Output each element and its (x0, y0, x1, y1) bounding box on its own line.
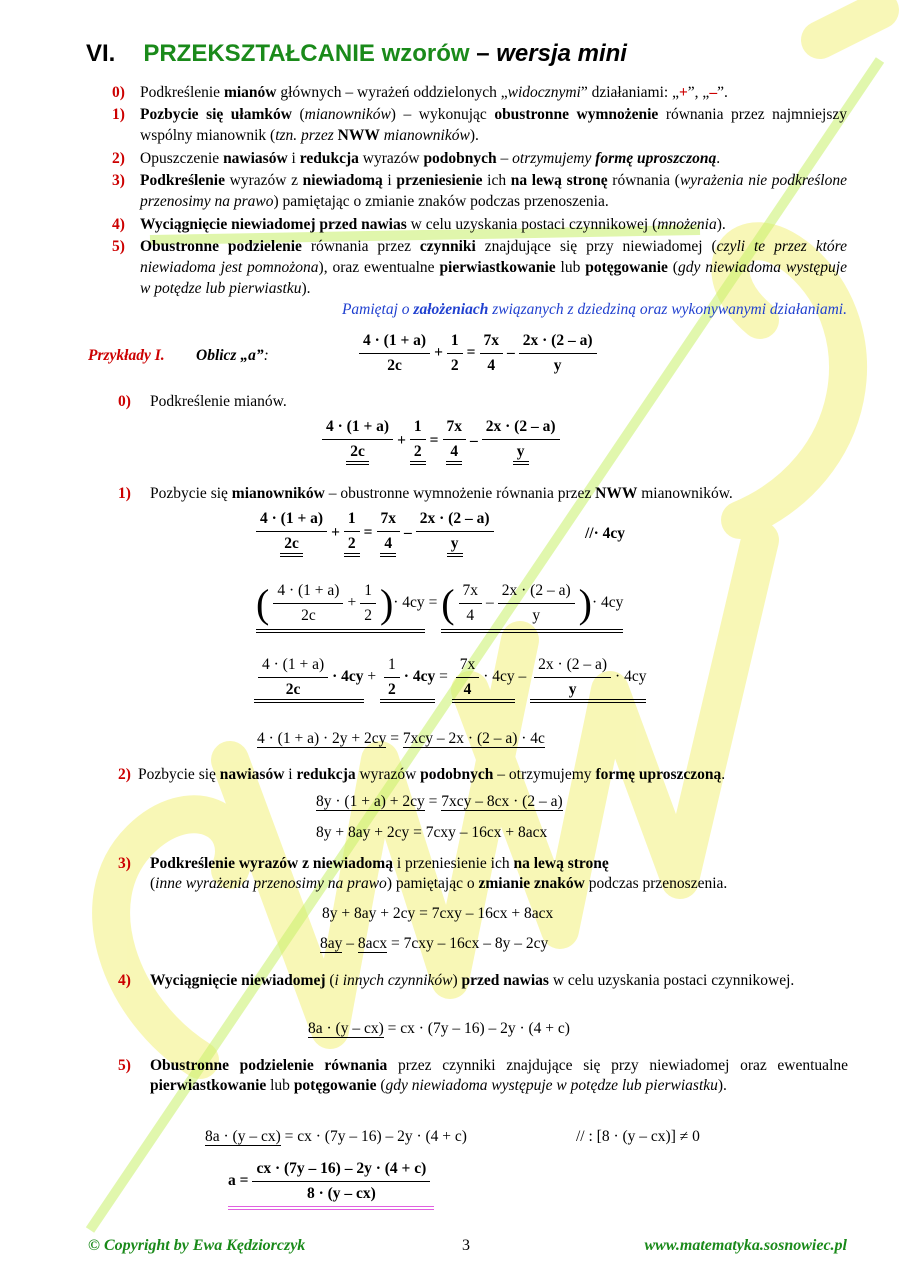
step-1-distributed: $\frac{4 \cdot (1 + a)}{2c}$ · 4cy + $\frac{1}{2}$ · 4cy = $\frac{7x}{4}$ · 4cy – $\frac{2x \cdot (2 - a)}{y}$ · 4cy (254, 656, 646, 703)
rule-5: 5) Obustronne podzielenie równania przez czynniki znajdujące się przy niewiadomej (czyli te przez które niewiadoma jest pomnożona), oraz ewentualne pierwiastkowanie lub potęgowanie (gdy niewiadoma występuje w potędze lub pierwiastku). (112, 238, 847, 297)
step-1-expression: $\frac{4 \cdot (1 + a)}{2c}$ + $\frac{1}{2}$ = $\frac{7x}{4}$ – $\frac{2x \cdot (2 - a)}{y}$ (252, 510, 498, 557)
step-2-line-2: 8y + 8ay + 2cy = 7cxy – 16cx + 8acx (316, 824, 548, 841)
step-3-line-1: 8y + 8ay + 2cy = 7cxy – 16cx + 8acx (322, 905, 554, 922)
page-number: 3 (462, 1237, 470, 1254)
final-result: a = $\frac{cx \cdot (7y - 16) - 2y \cdot (4 + c)}{8 \cdot (y - cx)}$ (228, 1160, 434, 1210)
rule-4: 4) Wyciągnięcie niewiadomej przed nawias w celu uzyskania postaci czynnikowej (mnożenia). (112, 216, 726, 233)
step-3: 3) Podkreślenie wyrazów z niewiadomą i przeniesienie ich na lewą stronę (inne wyrażenia przenosimy na prawo) pamiętając o zmianie znaków podczas przenoszenia. (118, 855, 728, 892)
step-4: 4) Wyciągnięcie niewiadomej (i innych czynników) przed nawias w celu uzyskania postaci czynnikowej. (118, 972, 795, 989)
step-5-expression: 8a · (y – cx) = cx · (7y – 16) – 2y · (4 + c) (205, 1128, 467, 1145)
step-0: 0) Podkreślenie mianów. (118, 393, 287, 410)
step-1-bracketed: ( $\frac{4 \cdot (1 + a)}{2c}$ + $\frac{1}{2}$ )· 4cy = ( $\frac{7x}{4}$ – $\frac{2x \cdot (2 - a)}{y}$ )· 4cy (256, 580, 623, 633)
footer-copyright: © Copyright by Ewa Kędziorczyk (88, 1237, 306, 1254)
rule-3: 3) Podkreślenie wyrazów z niewiadomą i przeniesienie ich na lewą stronę równania (wyrażenia nie podkreślone przenosimy na prawo) pamiętając o zmianie znaków podczas przenoszenia. (112, 172, 847, 210)
step-5: 5) Obustronne podzielenie równania przez czynniki znajdujące się przy niewiadomej oraz ewentualne pierwiastkowanie lub potęgowanie (gdy niewiadoma występuje w potędze lub pierwiastku). (118, 1057, 848, 1094)
example-label: Przykłady I. (88, 347, 165, 364)
example-expression: $\frac{4 \cdot (1 + a)}{2c}$ + $\frac{1}{2}$ = $\frac{7x}{4}$ – $\frac{2x \cdot (2 - a)}{y}$ (355, 332, 601, 375)
step-1-result: 4 · (1 + a) · 2y + 2cy = 7xcy – 2x · (2 – a) · 4c (257, 730, 545, 747)
rule-1: 1) Pozbycie się ułamków (mianowników) – wykonując obustronne wymnożenie równania przez najmniejszy wspólny mianownik (tzn. przez NWW mianowników). (112, 106, 848, 144)
step-1-multiplier: //· 4cy (585, 525, 626, 542)
page-title: VI. PRZEKSZTAŁCANIE wzorów – wersja mini (86, 40, 627, 67)
step-5-divisor: // : [8 · (y – cx)] ≠ 0 (576, 1128, 700, 1145)
step-2-line-1: 8y · (1 + a) + 2cy = 7xcy – 8cx · (2 – a) (316, 793, 563, 810)
step-3-line-2: 8ay – 8acx = 7cxy – 16cx – 8y – 2cy (320, 935, 549, 952)
step-4-expression: 8a · (y – cx) = cx · (7y – 16) – 2y · (4 + c) (308, 1020, 570, 1037)
step-2: 2) Pozbycie się nawiasów i redukcja wyrazów podobnych – otrzymujemy formę uproszczoną. (118, 766, 726, 783)
step-0-expression: $\frac{4 \cdot (1 + a)}{2c}$ + $\frac{1}{2}$ = $\frac{7x}{4}$ – $\frac{2x \cdot (2 - a)}{y}$ (318, 418, 564, 465)
step-1: 1) Pozbycie się mianowników – obustronne wymnożenie równania przez NWW mianowników. (118, 485, 733, 502)
rule-0: 0) Podkreślenie mianów głównych – wyrażeń oddzielonych „widocznymi” działaniami: „+”, „–”. (112, 84, 728, 101)
note-assumptions: Pamiętaj o założeniach związanych z dziedziną oraz wykonywanymi działaniami. (341, 301, 847, 318)
rule-2: 2) Opuszczenie nawiasów i redukcja wyrazów podobnych – otrzymujemy formę uproszczoną. (112, 150, 721, 167)
footer-url[interactable]: www.matematyka.sosnowiec.pl (644, 1237, 847, 1254)
example-task: Oblicz „a”: (196, 347, 269, 364)
